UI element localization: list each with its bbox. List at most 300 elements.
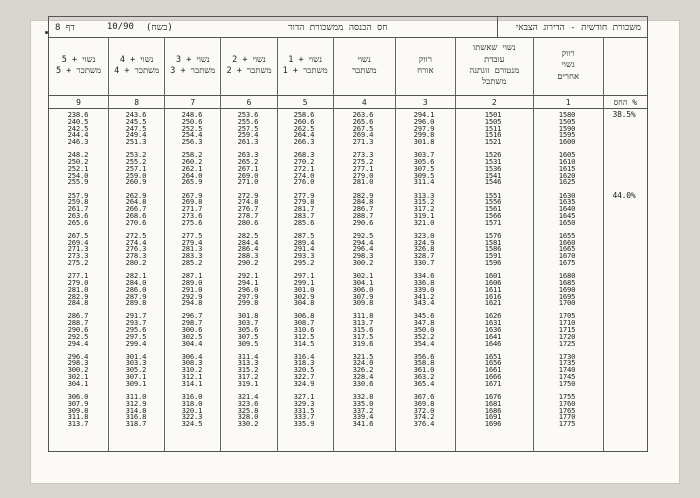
column-header: רווק גשוי אחרים bbox=[533, 37, 603, 95]
pct-cell bbox=[602, 159, 646, 166]
table-cell: 245.5 bbox=[125, 116, 147, 126]
table-cell: 347.8 bbox=[413, 318, 435, 328]
table-cell: 278.7 bbox=[237, 210, 259, 220]
table-cell: 296.4 bbox=[352, 244, 374, 254]
table-cell: 298.3 bbox=[67, 358, 89, 368]
table-cell: 291.4 bbox=[293, 244, 315, 254]
table-cell: 257.1 bbox=[125, 163, 147, 173]
table-cell: 339.4 bbox=[352, 412, 374, 422]
table-cell: 319.1 bbox=[413, 210, 435, 220]
table-cell: 262.5 bbox=[293, 123, 315, 133]
table-cell: 316.8 bbox=[125, 412, 147, 422]
table-cell: 343.4 bbox=[413, 298, 435, 308]
table-cell: 311.8 bbox=[352, 311, 374, 321]
table-cell: 269.0 bbox=[237, 170, 259, 180]
column-number: 7 bbox=[164, 96, 220, 108]
table-cell: 292.5 bbox=[352, 230, 374, 240]
table-cell: 238.6 bbox=[67, 110, 89, 119]
table-row bbox=[48, 421, 646, 428]
table-cell: 271.0 bbox=[237, 177, 259, 187]
table-cell: 267.1 bbox=[237, 163, 259, 173]
column-number: 1 bbox=[533, 96, 603, 108]
table-cell: 1505 bbox=[558, 116, 576, 126]
table-cell: 1665 bbox=[558, 244, 576, 254]
table-cell: 300.2 bbox=[67, 365, 89, 375]
column-header: נשוי משתכר bbox=[333, 37, 395, 95]
table-cell: 1770 bbox=[558, 412, 576, 422]
table-cell: 252.5 bbox=[181, 123, 203, 133]
table-cell: 327.1 bbox=[293, 391, 315, 401]
row-group bbox=[48, 152, 646, 186]
pct-cell bbox=[602, 327, 646, 334]
table-cell: 265.6 bbox=[352, 116, 374, 126]
pct-header-cell bbox=[603, 37, 647, 95]
column-header: נשוי + 3 משתכר + 3 bbox=[164, 37, 220, 95]
table-cell: 1691 bbox=[484, 412, 502, 422]
table-cell: 1765 bbox=[558, 405, 576, 415]
pct-cell bbox=[602, 139, 646, 146]
row-group bbox=[48, 391, 646, 429]
pct-cell bbox=[602, 381, 646, 388]
table-cell: 304.8 bbox=[293, 298, 315, 308]
table-cell: 324.0 bbox=[352, 358, 374, 368]
table-cell: 307.9 bbox=[67, 398, 89, 408]
table-cell: 312.5 bbox=[293, 331, 315, 341]
table-cell: 326.2 bbox=[352, 365, 374, 375]
table-cell: 240.5 bbox=[67, 116, 89, 126]
table-cell: 291.0 bbox=[181, 284, 203, 294]
table-cell: 267.5 bbox=[352, 123, 374, 133]
table-cell: 323.0 bbox=[413, 230, 435, 240]
table-cell: 307.9 bbox=[352, 291, 374, 301]
table-cell: 302.9 bbox=[293, 291, 315, 301]
table-cell: 284.8 bbox=[67, 298, 89, 308]
table-cell: 1586 bbox=[484, 244, 502, 254]
table-cell: 334.6 bbox=[413, 271, 435, 281]
table-cell: 333.7 bbox=[293, 412, 315, 422]
table-cell: 313.7 bbox=[67, 419, 89, 429]
table-cell: 292.1 bbox=[237, 271, 259, 281]
table-cell: 301.8 bbox=[413, 137, 435, 147]
table-cell: 280.2 bbox=[125, 258, 147, 268]
column-header: נשוי שאשתו עובדת מנטורם זוגתנה משתכל bbox=[455, 37, 533, 95]
pct-cell bbox=[602, 300, 646, 307]
column-number: 6 bbox=[220, 96, 276, 108]
table-cell: 290.2 bbox=[237, 258, 259, 268]
page-label: דף 8 bbox=[55, 22, 75, 33]
table-cell: 314.1 bbox=[181, 378, 203, 388]
table-cell: 330.6 bbox=[352, 378, 374, 388]
table-cell: 276.3 bbox=[125, 244, 147, 254]
table-cell: 1625 bbox=[558, 177, 576, 187]
table-cell: 1546 bbox=[484, 177, 502, 187]
table-cell: 295.2 bbox=[293, 258, 315, 268]
table-cell: 1521 bbox=[484, 137, 502, 147]
table-cell: 317.2 bbox=[413, 204, 435, 214]
table-cell: 298.3 bbox=[352, 251, 374, 261]
table-cell: 1531 bbox=[484, 157, 502, 167]
column-number: 2 bbox=[455, 96, 533, 108]
table-cell: 303.7 bbox=[237, 318, 259, 328]
table-cell: 321.0 bbox=[413, 217, 435, 227]
table-cell: 365.4 bbox=[413, 378, 435, 388]
table-cell: 258.2 bbox=[181, 150, 203, 160]
table-cell: 299.4 bbox=[125, 338, 147, 348]
table-cell: 253.6 bbox=[237, 110, 259, 119]
pct-cell bbox=[602, 213, 646, 220]
row-group bbox=[48, 313, 646, 347]
pct-cell: 44.0% bbox=[612, 190, 636, 200]
table-cell: 313.3 bbox=[413, 190, 435, 200]
table-cell: 294.1 bbox=[413, 110, 435, 119]
table-cell: 287.1 bbox=[181, 271, 203, 281]
table-cell: 243.6 bbox=[125, 110, 147, 119]
table-cell: 317.5 bbox=[352, 331, 374, 341]
table-cell: 308.7 bbox=[293, 318, 315, 328]
table-cell: 1505 bbox=[484, 116, 502, 126]
table-cell: 281.7 bbox=[293, 204, 315, 214]
table-row bbox=[48, 260, 646, 267]
table-cell: 292.5 bbox=[67, 331, 89, 341]
table-cell: 322.7 bbox=[293, 372, 315, 382]
pct-cell bbox=[602, 408, 646, 415]
table-cell: 295.6 bbox=[125, 325, 147, 334]
pct-cell bbox=[602, 414, 646, 421]
table-cell: 316.0 bbox=[181, 391, 203, 401]
table-cell: 259.0 bbox=[125, 170, 147, 180]
table-cell: 278.3 bbox=[125, 251, 147, 261]
table-cell: 1600 bbox=[558, 137, 576, 147]
table-cell: 285.6 bbox=[293, 217, 315, 227]
table-cell: 274.4 bbox=[125, 237, 147, 247]
table-cell: 309.5 bbox=[413, 170, 435, 180]
table-row bbox=[48, 300, 646, 307]
table-cell: 246.3 bbox=[67, 137, 89, 147]
table-cell: 317.2 bbox=[237, 372, 259, 382]
pct-cell bbox=[602, 287, 646, 294]
pct-cell bbox=[602, 354, 646, 361]
table-cell: 307.1 bbox=[125, 372, 147, 382]
table-cell: 267.5 bbox=[67, 230, 89, 240]
table-cell: 332.8 bbox=[352, 391, 374, 401]
table-cell: 369.8 bbox=[413, 398, 435, 408]
table-cell: 306.0 bbox=[67, 391, 89, 401]
table-cell: 309.1 bbox=[125, 378, 147, 388]
table-cell: 1680 bbox=[558, 271, 576, 281]
table-cell: 361.0 bbox=[413, 365, 435, 375]
table-cell: 1661 bbox=[484, 365, 502, 375]
table-cell: 309.5 bbox=[237, 338, 259, 348]
table-cell: 329.3 bbox=[293, 398, 315, 408]
table-cell: 293.3 bbox=[293, 251, 315, 261]
table-cell: 264.8 bbox=[125, 197, 147, 207]
table-cell: 307.5 bbox=[413, 163, 435, 173]
pct-cell bbox=[602, 253, 646, 260]
table-cell: 328.0 bbox=[237, 412, 259, 422]
pct-cell bbox=[602, 374, 646, 381]
table-cell: 1511 bbox=[484, 123, 502, 133]
table-cell: 1640 bbox=[558, 204, 576, 214]
table-row bbox=[48, 338, 646, 348]
table-cell: 297.9 bbox=[237, 291, 259, 301]
pct-cell bbox=[602, 334, 646, 341]
table-cell: 294.4 bbox=[67, 338, 89, 348]
table-cell: 286.7 bbox=[352, 204, 374, 214]
table-cell: 341.6 bbox=[352, 419, 374, 429]
pct-cell bbox=[602, 246, 646, 253]
table-cell: 299.1 bbox=[293, 277, 315, 287]
table-cell: 301.0 bbox=[293, 284, 315, 294]
table-cell: 311.4 bbox=[413, 177, 435, 187]
table-cell: 1591 bbox=[484, 251, 502, 261]
table-cell: 298.7 bbox=[181, 318, 203, 328]
table-cell: 1576 bbox=[484, 230, 502, 240]
table-cell: 284.0 bbox=[125, 277, 147, 287]
table-cell: 1596 bbox=[484, 258, 502, 268]
table-cell: 273.3 bbox=[67, 251, 89, 261]
pct-cell bbox=[602, 166, 646, 173]
pct-cell bbox=[602, 280, 646, 287]
row-group bbox=[48, 273, 646, 307]
table-row bbox=[48, 179, 646, 186]
table-cell: 1705 bbox=[558, 311, 576, 321]
table-cell: 270.2 bbox=[293, 157, 315, 167]
column-header: נשוי + 5 משתכר + 5 bbox=[56, 54, 102, 76]
table-cell: 279.8 bbox=[293, 197, 315, 207]
table-cell: 309.8 bbox=[67, 405, 89, 415]
table-cell: 1750 bbox=[558, 378, 576, 388]
pct-cell bbox=[602, 367, 646, 374]
table-cell: 262.1 bbox=[181, 163, 203, 173]
table-cell: 290.6 bbox=[352, 217, 374, 227]
table-cell: 1755 bbox=[558, 391, 576, 401]
table-cell: 269.4 bbox=[67, 237, 89, 247]
table-cell: 1655 bbox=[558, 230, 576, 240]
table-cell: 1541 bbox=[484, 170, 502, 180]
table-cell: 284.8 bbox=[352, 197, 374, 207]
table-cell: 281.0 bbox=[67, 284, 89, 294]
table-cell: 1566 bbox=[484, 210, 502, 220]
table-cell: 1631 bbox=[484, 318, 502, 328]
column-number: 4 bbox=[333, 96, 395, 108]
row-group bbox=[48, 190, 646, 227]
table-cell: 297.9 bbox=[413, 123, 435, 133]
table-cell: 1685 bbox=[558, 277, 576, 287]
table-cell: 273.6 bbox=[181, 210, 203, 220]
table-cell: 1621 bbox=[484, 298, 502, 308]
table-cell: 282.5 bbox=[237, 230, 259, 240]
table-cell: 345.6 bbox=[413, 311, 435, 321]
table-cell: 336.8 bbox=[413, 277, 435, 287]
table-cell: 325.8 bbox=[237, 405, 259, 415]
table-cell: 255.2 bbox=[125, 157, 147, 167]
table-cell: 1775 bbox=[558, 419, 576, 429]
table-cell: 285.2 bbox=[181, 258, 203, 268]
column-number: 8 bbox=[108, 96, 164, 108]
table-cell: 260.2 bbox=[181, 157, 203, 167]
column-number: 5 bbox=[277, 96, 333, 108]
table-cell: 279.4 bbox=[181, 237, 203, 247]
table-cell: 372.0 bbox=[413, 405, 435, 415]
table-cell: 1730 bbox=[558, 351, 576, 361]
table-cell: 319.1 bbox=[237, 378, 259, 388]
table-cell: 263.3 bbox=[237, 150, 259, 160]
table-cell: 270.6 bbox=[125, 217, 147, 227]
table-cell: 1745 bbox=[558, 372, 576, 382]
pct-cell bbox=[602, 240, 646, 247]
table-cell: 335.9 bbox=[293, 419, 315, 429]
column-number: 9 bbox=[76, 97, 81, 107]
table-cell: 1740 bbox=[558, 365, 576, 375]
table-cell: 273.3 bbox=[352, 150, 374, 160]
table-cell: 283.3 bbox=[181, 251, 203, 261]
table-cell: 302.5 bbox=[181, 331, 203, 341]
table-cell: 314.5 bbox=[293, 338, 315, 348]
pct-cell bbox=[602, 341, 646, 348]
table-cell: 264.0 bbox=[181, 170, 203, 180]
table-cell: 263.6 bbox=[67, 210, 89, 220]
table-cell: 265.2 bbox=[237, 157, 259, 167]
table-cell: 306.0 bbox=[352, 284, 374, 294]
table-cell: 367.6 bbox=[413, 391, 435, 401]
table-cell: 259.8 bbox=[67, 197, 89, 207]
table-cell: 1611 bbox=[484, 284, 502, 294]
table-cell: 326.8 bbox=[413, 244, 435, 254]
table-cell: 305.6 bbox=[237, 325, 259, 334]
table-cell: 306.4 bbox=[181, 351, 203, 361]
table-cell: 266.7 bbox=[125, 204, 147, 214]
table-cell: 296.0 bbox=[413, 116, 435, 126]
table-cell: 1516 bbox=[484, 130, 502, 140]
table-cell: 255.6 bbox=[237, 116, 259, 126]
table-cell: 255.9 bbox=[67, 177, 89, 187]
table-cells bbox=[48, 112, 646, 434]
pct-cell bbox=[602, 360, 646, 367]
table-cell: 288.7 bbox=[352, 210, 374, 220]
row-group bbox=[48, 230, 646, 268]
column-header: נשוי + 4 משתכר + 4 bbox=[108, 37, 164, 95]
pct-cell bbox=[602, 421, 646, 428]
table-cell: 293.7 bbox=[125, 318, 147, 328]
table-cell: 311.4 bbox=[237, 351, 259, 361]
table-cell: 319.6 bbox=[352, 338, 374, 348]
table-cell: 1501 bbox=[484, 110, 502, 119]
table-cell: 286.0 bbox=[125, 284, 147, 294]
pct-cell bbox=[602, 320, 646, 327]
table-cell: 1725 bbox=[558, 338, 576, 348]
table-cell: 321.4 bbox=[237, 391, 259, 401]
table-cell: 302.1 bbox=[352, 271, 374, 281]
table-cell: 1666 bbox=[484, 372, 502, 382]
table-row bbox=[48, 217, 646, 227]
table-cell: 302.1 bbox=[67, 372, 89, 382]
table-cell: 1720 bbox=[558, 331, 576, 341]
table-cell: 1651 bbox=[484, 351, 502, 361]
table-cell: 244.4 bbox=[67, 130, 89, 140]
table-cell: 275.2 bbox=[352, 157, 374, 167]
table-cell: 311.0 bbox=[125, 391, 147, 401]
currency-note: (בשח) bbox=[145, 22, 173, 33]
table-cell: 267.9 bbox=[181, 190, 203, 200]
table-cell: 331.5 bbox=[293, 405, 315, 415]
table-cell: 248.6 bbox=[181, 110, 203, 119]
table-cell: 358.8 bbox=[413, 358, 435, 368]
table-cell: 277.5 bbox=[181, 230, 203, 240]
table-cell: 1526 bbox=[484, 150, 502, 160]
table-cell: 282.1 bbox=[125, 271, 147, 281]
table-cell: 1656 bbox=[484, 358, 502, 368]
pct-cell bbox=[602, 132, 646, 139]
table-cell: 279.0 bbox=[67, 277, 89, 287]
pct-number-cell: % החס bbox=[603, 96, 647, 108]
pct-cell bbox=[602, 119, 646, 126]
table-cell: 1676 bbox=[484, 391, 502, 401]
table-cell: 279.0 bbox=[352, 170, 374, 180]
table-cell: 294.4 bbox=[352, 237, 374, 247]
table-cell: 1715 bbox=[558, 325, 576, 334]
table-cell: 299.8 bbox=[413, 130, 435, 140]
document-title: משכורת חודשית - הדירוג הצבאי bbox=[515, 22, 641, 33]
table-cell: 281.0 bbox=[352, 177, 374, 187]
table-cell: 307.5 bbox=[237, 331, 259, 341]
table-cell: 1670 bbox=[558, 251, 576, 261]
table-cell: 1620 bbox=[558, 170, 576, 180]
table-cell: 363.2 bbox=[413, 372, 435, 382]
table-cell: 323.6 bbox=[237, 398, 259, 408]
table-cell: 1605 bbox=[558, 150, 576, 160]
table-row bbox=[48, 378, 646, 388]
table-cell: 288.7 bbox=[67, 318, 89, 328]
table-cell: 287.5 bbox=[293, 230, 315, 240]
table-cell: 316.4 bbox=[293, 351, 315, 361]
table-cell: 311.8 bbox=[67, 412, 89, 422]
table-cell: 268.3 bbox=[293, 150, 315, 160]
table-cell: 253.2 bbox=[125, 150, 147, 160]
table-cell: 337.2 bbox=[352, 405, 374, 415]
table-cell: 304.4 bbox=[181, 338, 203, 348]
table-cell: 1626 bbox=[484, 311, 502, 321]
column-header: נשוי + 2 משתכר + 2 bbox=[220, 37, 276, 95]
table-cell: 1695 bbox=[558, 291, 576, 301]
table-cell: 301.8 bbox=[237, 311, 259, 321]
table-cell: 242.5 bbox=[67, 123, 89, 133]
table-cell: 312.9 bbox=[125, 398, 147, 408]
table-cell: 1660 bbox=[558, 237, 576, 247]
table-cell: 292.9 bbox=[181, 291, 203, 301]
table-cell: 303.3 bbox=[125, 358, 147, 368]
table-cell: 286.7 bbox=[67, 311, 89, 321]
table-cell: 261.7 bbox=[67, 204, 89, 214]
table-cell: 250.2 bbox=[67, 157, 89, 167]
table-cell: 301.4 bbox=[125, 351, 147, 361]
pct-cell bbox=[602, 394, 646, 401]
pct-cell: 38.5% bbox=[612, 110, 636, 119]
table-cell: 281.3 bbox=[181, 244, 203, 254]
table-cell: 282.9 bbox=[352, 190, 374, 200]
table-cell: 1696 bbox=[484, 419, 502, 429]
table-cell: 272.1 bbox=[293, 163, 315, 173]
table-cell: 277.1 bbox=[67, 271, 89, 281]
date-label: 10/90 bbox=[106, 22, 134, 32]
table-cell: 328.7 bbox=[413, 251, 435, 261]
table-cell: 304.1 bbox=[352, 277, 374, 287]
table-cell: 318.0 bbox=[181, 398, 203, 408]
table-cell: 1646 bbox=[484, 338, 502, 348]
table-cell: 310.6 bbox=[293, 325, 315, 334]
table-cell: 374.2 bbox=[413, 412, 435, 422]
pct-cell bbox=[602, 220, 646, 227]
pct-cell bbox=[602, 179, 646, 186]
